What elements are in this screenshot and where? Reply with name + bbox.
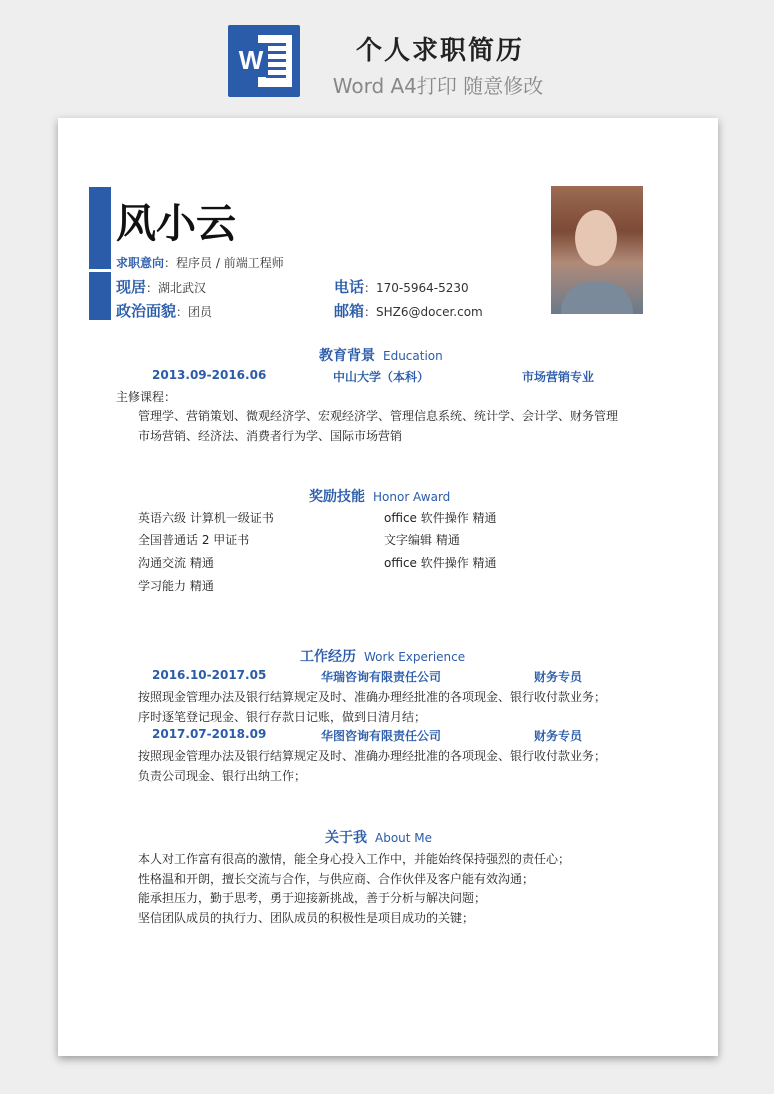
job-2-company: 华图咨询有限责任公司 <box>321 729 442 743</box>
about-line-1: 本人对工作富有很高的激情，能全身心投入工作中，并能始终保持强烈的责任心； <box>138 852 571 866</box>
job-1-company: 华瑞咨询有限责任公司 <box>321 670 442 684</box>
education-major: 市场营销专业 <box>522 370 595 384</box>
word-document-icon: W <box>228 25 300 97</box>
education-period: 2013.09-2016.06 <box>152 368 267 382</box>
residence-value: ：湖北武汉 <box>146 281 207 295</box>
banner-title: 个人求职简历 <box>355 36 524 66</box>
work-section-title: 工作经历 Work Experience <box>300 649 466 665</box>
job-1-position: 财务专员 <box>534 670 583 684</box>
job-2-duty-2: 负责公司现金、银行出纳工作； <box>138 769 307 783</box>
phone-value: ：170-5964-5230 <box>364 281 469 295</box>
award-right-3: office 软件操作 精通 <box>384 556 497 570</box>
email-label: 邮箱 <box>334 302 365 320</box>
residence <box>116 276 206 297</box>
phone <box>334 276 469 297</box>
accent-bar-top <box>89 187 111 269</box>
award-right-2: 文字编辑 精通 <box>384 533 460 547</box>
award-right-1: office 软件操作 精通 <box>384 511 497 525</box>
job-intent-label: 求职意向 <box>116 256 165 270</box>
job-1-period: 2016.10-2017.05 <box>152 668 267 682</box>
political-status-label: 政治面貌 <box>116 302 177 320</box>
education-school: 中山大学（本科） <box>333 370 430 384</box>
award-left-3: 沟通交流 精通 <box>138 556 214 570</box>
award-left-1: 英语六级 计算机一级证书 <box>138 511 274 525</box>
banner <box>0 0 774 115</box>
about-section-title: 关于我 About Me <box>325 830 433 846</box>
job-1-duty-1: 按照现金管理办法及银行结算规定及时、准确办理经批准的各项现金、银行收付款业务； <box>138 690 607 704</box>
candidate-name: 风小云 <box>116 201 236 247</box>
job-2-duty-1: 按照现金管理办法及银行结算规定及时、准确办理经批准的各项现金、银行收付款业务； <box>138 749 607 763</box>
about-line-4: 坚信团队成员的执行力、团队成员的积极性是项目成功的关键； <box>138 911 475 925</box>
award-left-4: 学习能力 精通 <box>138 579 214 593</box>
banner-subtitle: Word A4打印 随意修改 <box>332 74 544 98</box>
courses-label: 主修课程： <box>116 390 177 404</box>
political-status-value: ：团员 <box>176 305 213 319</box>
job-1-duty-2: 序时逐笔登记现金、银行存款日记账，做到日清月结； <box>138 710 427 724</box>
political-status <box>116 300 212 321</box>
award-left-2: 全国普通话 2 甲证书 <box>138 533 250 547</box>
courses-line-2: 市场营销、经济法、消费者行为学、国际市场营销 <box>138 429 403 443</box>
profile-photo <box>551 186 643 314</box>
job-2-period: 2017.07-2018.09 <box>152 727 267 741</box>
awards-section-title: 奖励技能 Honor Award <box>309 489 451 505</box>
email <box>334 300 483 321</box>
courses-line-1: 管理学、营销策划、微观经济学、宏观经济学、管理信息系统、统计学、会计学、财务管理 <box>138 409 619 423</box>
job-intent <box>116 254 284 271</box>
email-value: ：SHZ6@docer.com <box>364 305 483 319</box>
about-line-3: 能承担压力，勤于思考，勇于迎接新挑战，善于分析与解决问题； <box>138 891 487 905</box>
job-2-position: 财务专员 <box>534 729 583 743</box>
about-line-2: 性格温和开朗，擅长交流与合作，与供应商、合作伙伴及客户能有效沟通； <box>138 872 535 886</box>
residence-label: 现居 <box>116 278 147 296</box>
education-section-title: 教育背景 Education <box>319 348 443 364</box>
accent-bar-bottom <box>89 272 111 320</box>
phone-label: 电话 <box>334 278 365 296</box>
job-intent-value: ：程序员 / 前端工程师 <box>164 256 284 270</box>
